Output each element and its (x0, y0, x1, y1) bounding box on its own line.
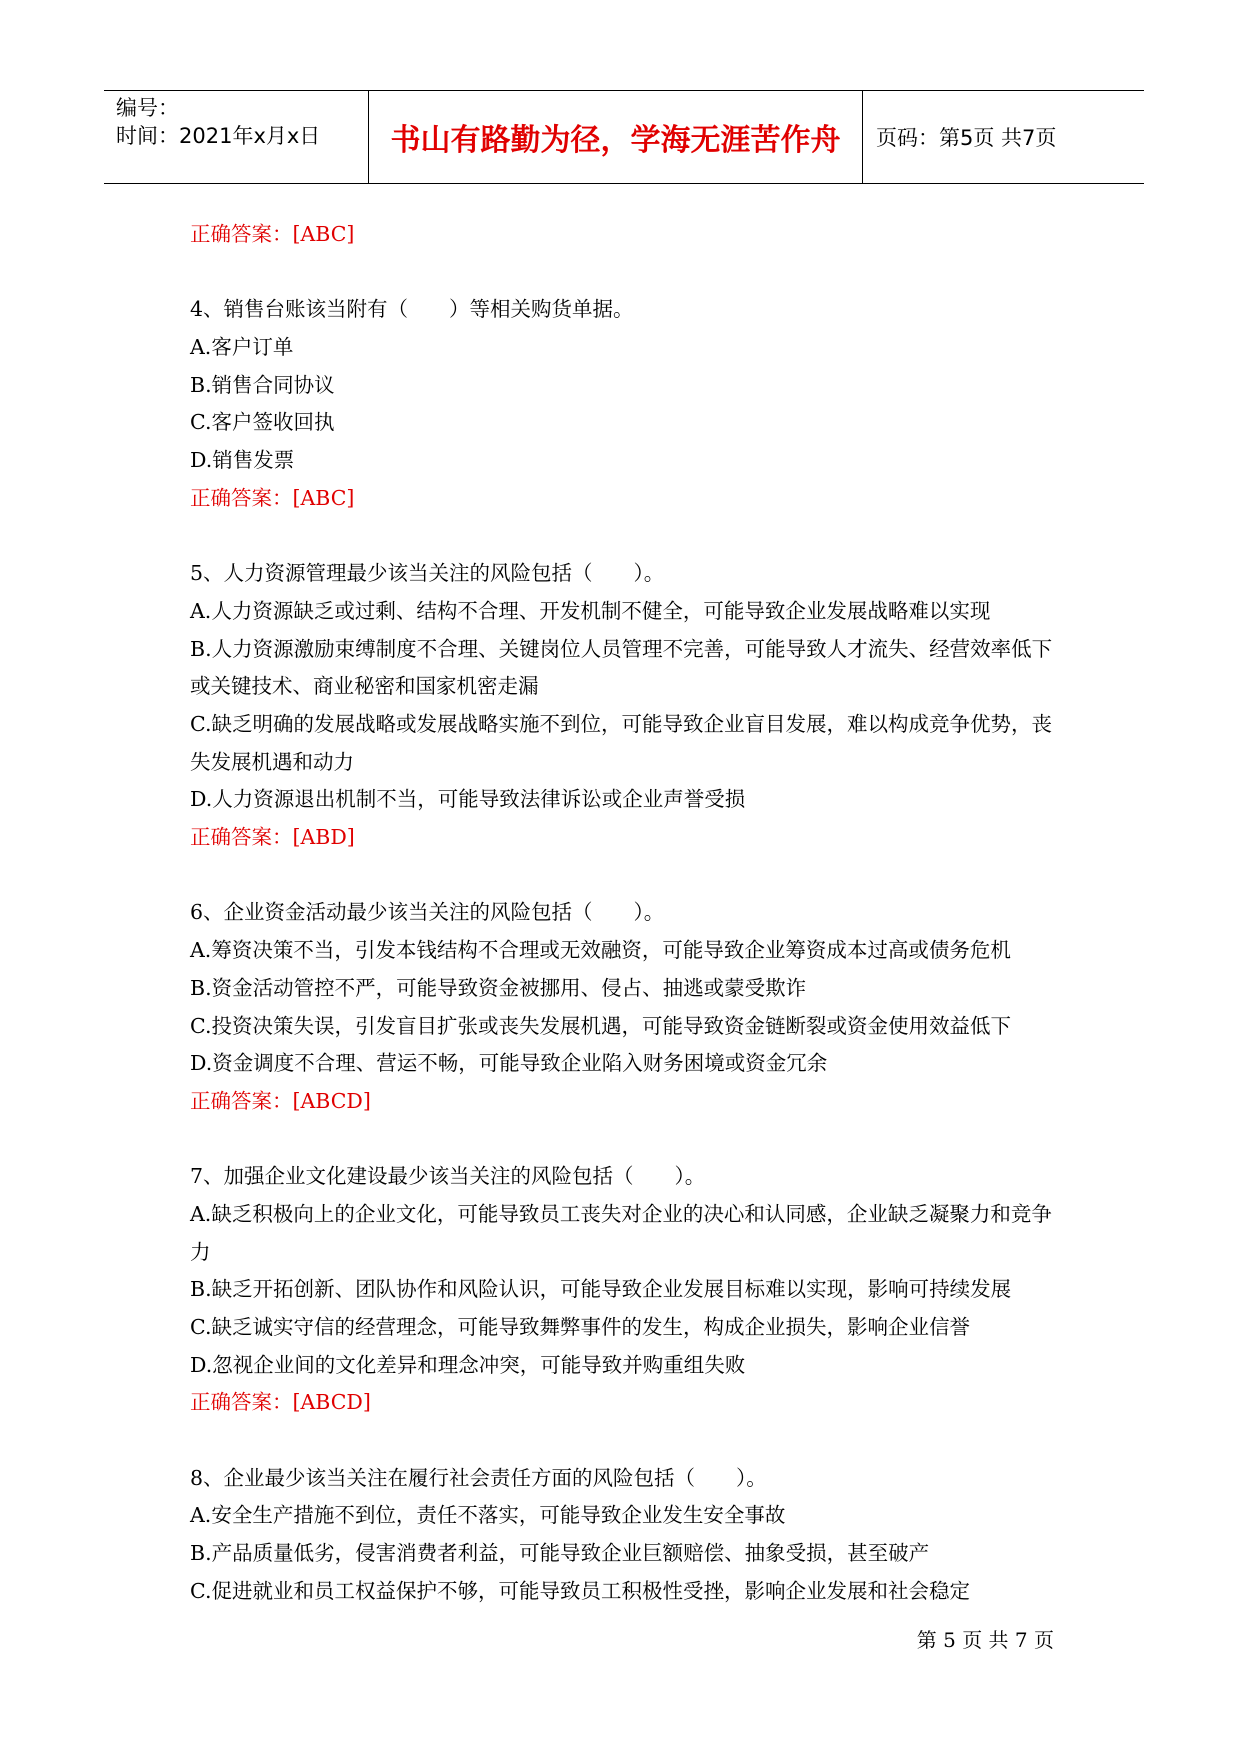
question-block (190, 555, 1070, 857)
page-header (104, 90, 1144, 184)
header-divider (862, 91, 863, 183)
spacer (190, 857, 1070, 895)
page-footer: 第 5 页 共 7 页 (916, 1628, 1054, 1652)
answer-text: 正确答案：[ABD] (190, 825, 355, 850)
option-text: B.销售合同协议 (190, 372, 335, 397)
number-label: 编号： (116, 96, 179, 120)
option-text: A.客户订单 (190, 335, 294, 360)
option-text: D.销售发票 (190, 448, 295, 473)
option-text: D.资金调度不合理、营运不畅，可能导致企业陷入财务困境或资金冗余 (190, 1051, 828, 1076)
question-block (190, 291, 1070, 517)
spacer (190, 518, 1070, 556)
header-page-info: 页码：第5页 共7页 (876, 126, 1057, 150)
question-stem: 5、人力资源管理最少该当关注的风险包括（ ）。 (190, 561, 665, 586)
header-meta (116, 91, 366, 183)
answer-text: 正确答案：[ABC] (190, 485, 355, 510)
option-text: C.缺乏明确的发展战略或发展战略实施不到位，可能导致企业盲目发展，难以构成竞争优势，丧失发展机遇和动力 (190, 711, 1052, 774)
option-text: D.人力资源退出机制不当，可能导致法律诉讼或企业声誉受损 (190, 787, 746, 812)
option-text: B.产品质量低劣，侵害消费者利益，可能导致企业巨额赔偿、抽象受损，甚至破产 (190, 1541, 930, 1566)
option-text: B.人力资源激励束缚制度不合理、关键岗位人员管理不完善，可能导致人才流失、经营效率低下或关键技术、商业秘密和国家机密走漏 (190, 636, 1053, 699)
question-stem: 6、企业资金活动最少该当关注的风险包括（ ）。 (190, 900, 665, 925)
header-motto: 书山有路勤为径，学海无涯苦作舟 (390, 123, 841, 158)
option-text: A.人力资源缺乏或过剩、结构不合理、开发机制不健全，可能导致企业发展战略难以实现 (190, 598, 991, 623)
question-stem: 7、加强企业文化建设最少该当关注的风险包括（ ）。 (190, 1164, 706, 1189)
answer-text: 正确答案：[ABCD] (190, 1390, 371, 1415)
question-stem: 8、企业最少该当关注在履行社会责任方面的风险包括（ ）。 (190, 1465, 767, 1490)
question-block (190, 894, 1070, 1120)
option-text: C.投资决策失误，引发盲目扩张或丧失发展机遇，可能导致资金链断裂或资金使用效益低下 (190, 1013, 1011, 1038)
option-text: A.缺乏积极向上的企业文化，可能导致员工丧失对企业的决心和认同感，企业缺乏凝聚力和竞争力 (190, 1201, 1052, 1264)
question-stem: 4、销售台账该当附有（ ）等相关购货单据。 (190, 297, 634, 322)
time-label: 时间：2021年x月x日 (116, 124, 321, 148)
spacer (190, 1121, 1070, 1159)
option-text: D.忽视企业间的文化差异和理念冲突，可能导致并购重组失败 (190, 1352, 746, 1377)
option-text: A.筹资决策不当，引发本钱结构不合理或无效融资，可能导致企业筹资成本过高或债务危机 (190, 938, 1011, 963)
question-block (190, 1158, 1070, 1422)
answer-text: 正确答案：[ABC] (190, 222, 355, 246)
answer-text: 正确答案：[ABCD] (190, 1088, 371, 1113)
spacer (190, 1422, 1070, 1460)
option-text: C.促进就业和员工权益保护不够，可能导致员工积极性受挫，影响企业发展和社会稳定 (190, 1578, 970, 1603)
question-block (190, 1460, 1070, 1611)
document-body (190, 216, 1070, 1611)
spacer (190, 254, 1070, 292)
option-text: B.缺乏开拓创新、团队协作和风险认识，可能导致企业发展目标难以实现，影响可持续发展 (190, 1277, 1012, 1302)
option-text: B.资金活动管控不严，可能导致资金被挪用、侵占、抽逃或蒙受欺诈 (190, 975, 807, 1000)
option-text: C.缺乏诚实守信的经营理念，可能导致舞弊事件的发生，构成企业损失，影响企业信誉 (190, 1315, 970, 1340)
option-text: A.安全生产措施不到位，责任不落实，可能导致企业发生安全事故 (190, 1503, 786, 1528)
option-text: C.客户签收回执 (190, 410, 335, 435)
